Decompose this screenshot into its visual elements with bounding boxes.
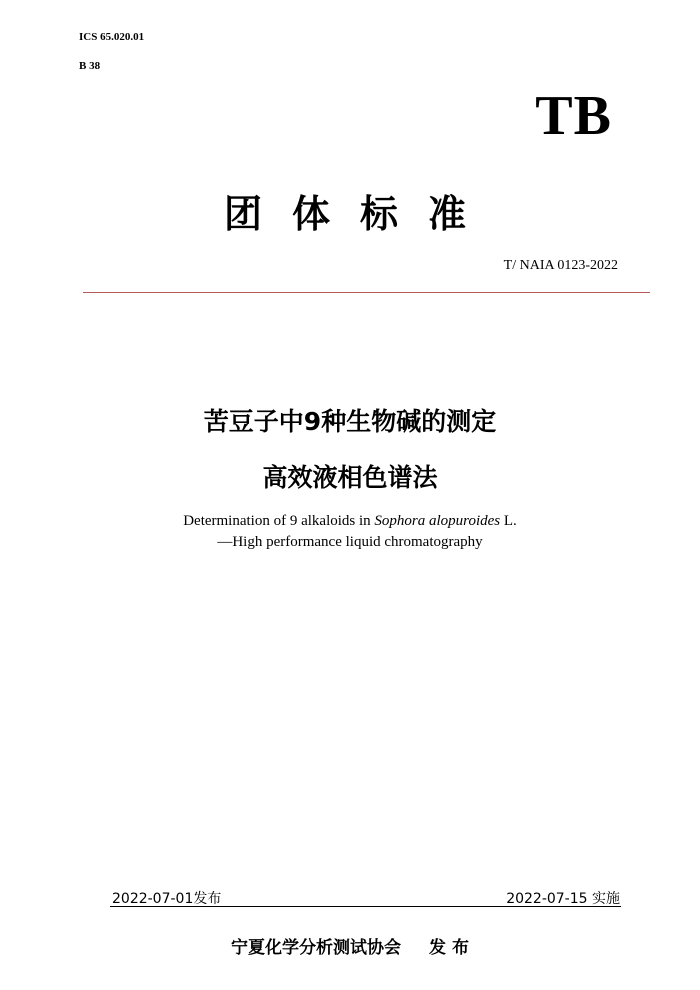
title-english-suffix: L. <box>500 513 517 529</box>
title-chinese-line1: 苦豆子中9种生物碱的测定 <box>203 407 497 436</box>
publisher-name: 宁夏化学分析测试协会 <box>231 938 402 958</box>
implement-date: 2022-07-15 实施 <box>506 891 620 907</box>
publisher-line <box>0 933 700 958</box>
publish-date: 2022-07-01发布 <box>112 891 222 907</box>
title-english-line2: —High performance liquid chromatography <box>217 534 483 550</box>
publish-label: 发 布 <box>429 938 469 958</box>
title-chinese-line2: 高效液相色谱法 <box>262 463 438 492</box>
footer-divider <box>110 906 621 907</box>
ccs-code: B 38 <box>79 60 101 72</box>
header-divider <box>83 292 650 293</box>
species-name: Sophora alopuroides <box>374 513 501 529</box>
standard-type-heading: 团体标准 <box>223 192 496 236</box>
title-english-prefix: Determination of 9 alkaloids in <box>183 513 375 529</box>
title-english-line1 <box>0 513 700 530</box>
standard-number: T/ NAIA 0123-2022 <box>503 258 618 273</box>
ics-code: ICS 65.020.01 <box>79 31 145 43</box>
standard-mark: TB <box>535 85 612 147</box>
